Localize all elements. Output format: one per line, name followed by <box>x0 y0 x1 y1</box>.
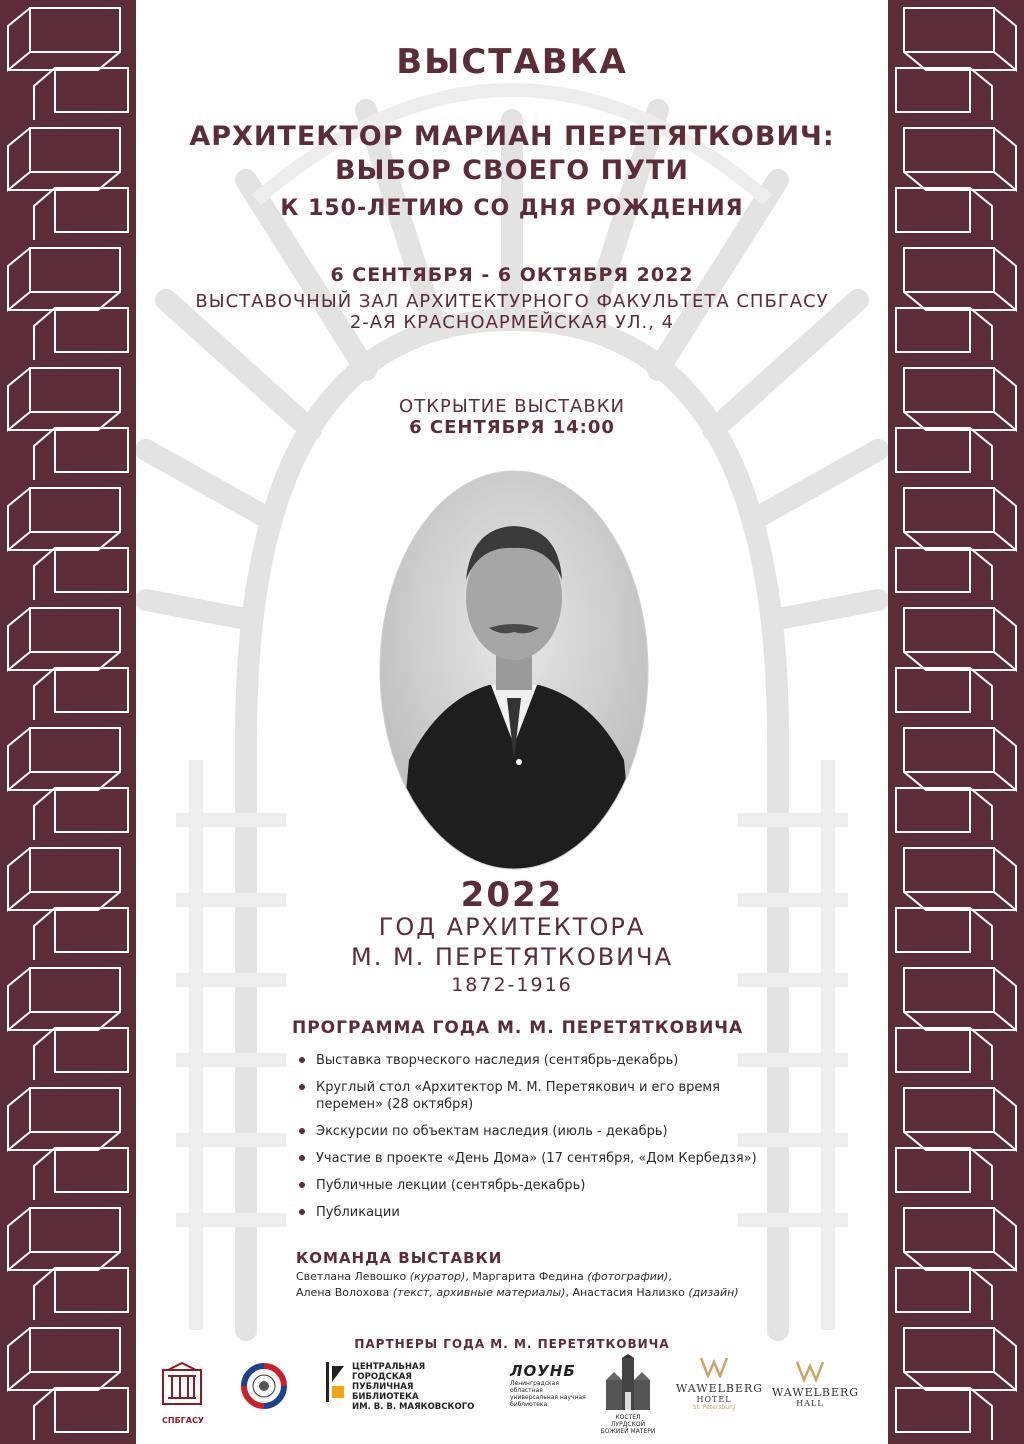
year-of-architect-line1: ГОД АРХИТЕКТОРА <box>378 913 646 941</box>
architect-portrait <box>379 470 649 870</box>
program-list <box>296 1052 766 1231</box>
program-item: Экскурсии по объектам наследия (июль - декабрь) <box>296 1123 766 1140</box>
year-of-architect-line2: М. М. ПЕРЕТЯТКОВИЧА <box>351 943 673 971</box>
lifespan: 1872-1916 <box>451 974 573 996</box>
mayakovsky-library-logo <box>326 1362 476 1426</box>
library-name-line3: БИБЛИОТЕКА <box>351 1392 419 1402</box>
venue-address: 2-АЯ КРАСНОАРМЕЙСКАЯ УЛ., 4 <box>349 312 675 333</box>
spbgasu-label: СПБГАСУ <box>162 1416 204 1425</box>
partners-title: ПАРТНЕРЫ ГОДА М. М. ПЕРЕТЯТКОВИЧА <box>354 1337 670 1351</box>
venue-line1: ВЫСТАВОЧНЫЙ ЗАЛ АРХИТЕКТУРНОГО ФАКУЛЬТЕТА СПБГАСУ <box>195 291 829 312</box>
team-member-role: (текст, архивные материалы) <box>392 1286 566 1299</box>
right-brick-border <box>888 0 1024 1444</box>
exhibition-dates: 6 СЕНТЯБРЯ - 6 ОКТЯБРЯ 2022 <box>330 264 694 286</box>
wawelberg-hotel-logo <box>676 1356 764 1430</box>
team-member-name: Анастасия Нализко <box>572 1286 685 1299</box>
wawelberg-hotel-sub: HOTEL <box>696 1395 732 1404</box>
lounb-label: ЛОУНБ <box>510 1362 576 1380</box>
team-member-name: Светлана Левошко <box>296 1270 407 1283</box>
program-item: Выставка творческого наследия (сентябрь-декабрь) <box>296 1052 766 1069</box>
exhibition-title-line2: ВЫБОР СВОЕГО ПУТИ <box>334 155 690 186</box>
program-item: Публичные лекции (сентябрь-декабрь) <box>296 1177 766 1194</box>
library-emblem-icon <box>326 1362 346 1402</box>
team-title: КОМАНДА ВЫСТАВКИ <box>296 1249 503 1267</box>
spbgasu-logo <box>162 1362 202 1426</box>
wawelberg-w-icon <box>700 1356 728 1378</box>
exhibition-title-line1: АРХИТЕКТОР МАРИАН ПЕРЕТЯТКОВИЧ: <box>189 121 835 152</box>
wawelberg-hall-sub: HALL <box>796 1399 824 1408</box>
circle-emblem-icon <box>240 1362 288 1410</box>
exhibition-subtitle: К 150-ЛЕТИЮ СО ДНЯ РОЖДЕНИЯ <box>280 196 744 221</box>
circle-logo <box>240 1362 288 1426</box>
opening-time: 6 СЕНТЯБРЯ 14:00 <box>409 417 615 438</box>
spbgasu-emblem-icon <box>162 1362 202 1412</box>
left-brick-pattern <box>0 0 136 1444</box>
library-name-line1: ЦЕНТРАЛЬНАЯ <box>351 1362 426 1372</box>
team-member-role: (куратор) <box>409 1270 466 1283</box>
team-member-role: (дизайн) <box>688 1286 739 1299</box>
lounb-logo <box>510 1362 586 1426</box>
wawelberg-hotel-city: St. Petersburg <box>692 1404 736 1411</box>
wawelberg-hotel-label: WAWELBERG <box>676 1382 764 1395</box>
team-member-role: (фотографии) <box>587 1270 669 1283</box>
year: 2022 <box>460 875 564 915</box>
church-name-line1: КОСТЕЛ ЛУРДСКОЙ <box>610 1414 646 1428</box>
team-member-name: Алена Волохова <box>296 1286 390 1299</box>
library-name-line4: ИМ. В. В. МАЯКОВСКОГО <box>351 1402 475 1412</box>
poster-content <box>136 0 888 1444</box>
left-brick-border <box>0 0 136 1444</box>
team-members: Светлана Левошко (куратор), Маргарита Федина (фотографии), Алена Волохова (текст, архивные материалы), Анастасия Нализко (дизайн) <box>296 1270 739 1299</box>
team-member-name: Маргарита Федина <box>472 1270 584 1283</box>
wawelberg-hall-w-icon <box>796 1360 824 1382</box>
lounb-sub3: библиотека <box>510 1401 548 1408</box>
church-name-line2: БОЖИЕЙ МАТЕРИ <box>600 1428 656 1435</box>
lounb-sub1: Ленинградская областная <box>510 1380 559 1394</box>
church-logo <box>600 1354 656 1435</box>
program-item: Публикации <box>296 1204 766 1221</box>
exhibition-label: ВЫСТАВКА <box>396 42 628 82</box>
program-title: ПРОГРАММА ГОДА М. М. ПЕРЕТЯТКОВИЧА <box>292 1018 744 1038</box>
wawelberg-hall-label: WAWELBERG <box>772 1386 860 1399</box>
program-item: Круглый стол «Архитектор М. М. Перетякович и его время перемен» (28 октября) <box>296 1079 766 1113</box>
church-icon <box>600 1354 656 1410</box>
program-item: Участие в проекте «День Дома» (17 сентября, «Дом Кербедзя») <box>296 1150 766 1167</box>
wawelberg-hall-logo <box>772 1360 860 1430</box>
opening-label: ОТКРЫТИЕ ВЫСТАВКИ <box>399 396 625 417</box>
library-name-line2: ГОРОДСКАЯ ПУБЛИЧНАЯ <box>351 1372 414 1392</box>
lounb-sub2: универсальная научная <box>510 1394 586 1401</box>
right-brick-pattern <box>888 0 1024 1444</box>
